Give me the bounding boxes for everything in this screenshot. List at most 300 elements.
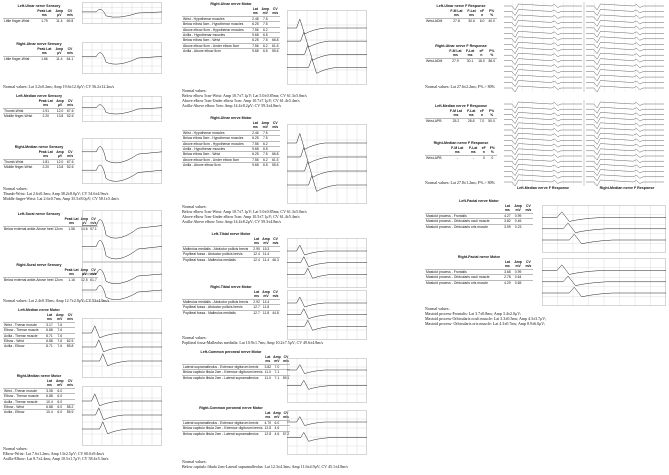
table-cell: 6.25 [252, 22, 259, 27]
row-label: Wrist - Hypothenar muscles [182, 16, 251, 21]
f-wave-trace [502, 2, 666, 92]
column-unit: ms [47, 383, 52, 388]
results-table [3, 150, 75, 170]
column-header: F% [489, 146, 495, 150]
results-table [182, 237, 280, 262]
column-unit: mV [57, 383, 63, 388]
section-title: Left-Tibial nerve Motor [211, 232, 251, 236]
column-unit: m/s [272, 294, 279, 299]
table-row [182, 375, 290, 380]
section-title: Right-Common peroneal nerve Motor [199, 406, 263, 410]
table-cell [524, 224, 533, 229]
table-cell: 9.68 [252, 163, 259, 168]
column-header: Amp [514, 204, 522, 208]
column-header: F% [489, 49, 495, 53]
column-header: Lat [46, 313, 53, 317]
column-unit: ms [252, 11, 258, 16]
results-table [3, 9, 75, 23]
table-cell: 6.5 [260, 163, 270, 168]
table-cell: 28.8 [465, 118, 478, 123]
column-unit: ms [43, 103, 49, 108]
row-label: Below external ankle-Above heel 12cm [4, 277, 63, 282]
table-cell: 2.78 [504, 275, 511, 280]
table-cell: 6.2 [260, 141, 270, 146]
results-table [425, 146, 497, 160]
table-cell: 7.6 [54, 328, 65, 333]
row-label: Elbow - Wrist [3, 405, 45, 410]
table-right-median-f [425, 141, 497, 160]
column-unit: mV [263, 294, 269, 299]
table-row [182, 43, 280, 48]
column-header: Peak Lat [64, 268, 79, 272]
column-header: Peak Lat [38, 99, 53, 103]
normal-values-line: Mastoid process-Orbicularis oculi muscle: Lat 3.3±0.5ms; Amp 4.3±3.7μV; [425, 316, 546, 321]
table-cell: 6.0 [54, 410, 65, 415]
column-unit: m/s [67, 51, 73, 56]
section-title: Right-Ulnar nerve Motor [210, 2, 252, 6]
row-label: Little finger-Wrist [3, 18, 35, 23]
normal-values-line: Elbow-Wrist: Lat 7.6±1.2ms; Amp 13±2.5μV; CV 60.6±9.4m/s [3, 451, 105, 456]
column-header: F-Lat [467, 9, 476, 13]
table-row [182, 420, 290, 425]
table-left-ulnar-sensory [3, 4, 75, 23]
table-cell: 3.82 [504, 219, 511, 224]
column-header: CV [91, 268, 96, 272]
section-title: Left-Ulnar nerve F Response [436, 4, 486, 8]
table-cell: 13.8 [55, 165, 66, 170]
waveform-right-median-sensory [82, 138, 162, 184]
table-row [425, 280, 533, 285]
row-label: Elbow - Thenar muscle [3, 394, 45, 399]
results-table [182, 121, 280, 168]
waveform-median-f [502, 100, 666, 186]
table-cell: 11.4 [262, 257, 270, 262]
table-row [182, 299, 280, 304]
row-label: Below external ankle-Above heel 12cm [4, 226, 63, 231]
row-label: Below capitulo fibula 2cm - Extensor digitorum brevis [183, 426, 263, 431]
waveform-right-peroneal-motor [287, 410, 367, 455]
normal-values-line: Axilla-Above elbow 5cm: Amp 14.4±8.2μV; CV 59.3±4.8m/s [182, 103, 282, 108]
results-table [3, 99, 75, 119]
section-title: Right-Sural nerve Sensory [16, 263, 62, 267]
section-title: Left-Ulnar nerve Sensory [17, 4, 61, 8]
normal-values-right-ulnar-f [425, 84, 500, 89]
normal-values-line: Normal values: [182, 204, 207, 209]
column-header: CV [526, 204, 531, 208]
column-unit: mV [274, 415, 280, 420]
column-unit: m/s [67, 13, 73, 18]
column-unit: mV [515, 264, 521, 269]
normal-values-line: Above elbow 5cm-Under elbow 5cm: Amp 10.5±7.1μV; CV 61.4±5.4m/s [182, 214, 300, 219]
column-header: CV [67, 150, 73, 154]
table-cell: 11.8 [262, 310, 270, 315]
table-cell: 44.8 [272, 310, 279, 315]
normal-values-line: Middle finger-Wrist: Lat 2.6±0.7ms; Amp 35.5±8.0μV; CV 58.1±5.4m/s [3, 196, 119, 201]
column-header: CV [91, 217, 96, 221]
row-label: Mastoid process - Orbicularis oculi muscle [425, 275, 502, 280]
column-unit: m/s [272, 125, 279, 130]
normal-values-line: Normal values: [3, 186, 28, 191]
row-label: Below capitulo fibula 2cm - Extensor digitorum brevis [183, 370, 263, 375]
table-cell: 2.92 [253, 299, 260, 304]
waveform-left-median-sensory [82, 96, 162, 122]
column-header: Lat [254, 290, 260, 294]
table-cell: 9.68 [252, 33, 259, 38]
results-table [425, 109, 497, 123]
table-cell: 7.5 [260, 38, 270, 43]
table-cell: 52.6 [66, 114, 74, 119]
column-unit: ms [254, 241, 260, 246]
table-cell: 3.99 [504, 224, 511, 229]
motor-trace [82, 318, 162, 378]
normal-values-line: Normal values: [182, 335, 207, 340]
normal-values-right-median-sensory [3, 186, 168, 201]
table-cell: 12.5 [81, 277, 88, 282]
table-cell: 3.68 [504, 269, 511, 274]
normal-values-line: Axilla-Elbow: Lat 8.7±2.4ms; Amp 10.5±1.7μV; CV 58.4±5.3m/s [3, 456, 109, 461]
motor-trace [542, 258, 666, 306]
column-header: Amp [262, 290, 270, 294]
waveform-right-tibial-motor [287, 290, 367, 340]
row-label: Axilla - Elbow [3, 344, 45, 349]
row-label: Wrist - Thenar muscle [3, 322, 45, 327]
column-header: Amp [273, 411, 281, 415]
normal-values-line: Mastoid process-Frontalis: Lat 3.7±0.8ms; Amp 3.4±2.0μV; [425, 311, 521, 316]
label-right-median-f: Right-Median nerve F Response [599, 186, 655, 190]
results-table [182, 411, 290, 436]
table-row [182, 364, 290, 369]
table-cell: 1.56 [64, 226, 80, 231]
normal-values-line: Below capitulo fibula 2cm-Lateral supramalleolus: Lat 12.3±4.3ms; Amp 11.6±4.9μV; CV 45.1±4.8m/s [182, 464, 348, 469]
row-label: Thumb-Wrist [3, 108, 37, 113]
table-right-ulnar-f [425, 44, 497, 63]
normal-values-right-facial-motor [425, 306, 665, 326]
normal-values-right-ulnar-sensory [3, 84, 168, 89]
column-header: Amp [262, 237, 270, 241]
waveform-left-ulnar-motor [287, 124, 367, 204]
table-cell: 0.46 [512, 219, 523, 224]
row-label: Wrist-APB [425, 118, 447, 123]
table-cell: 30.6 [465, 18, 478, 23]
table-cell: 0.65 [512, 280, 523, 285]
column-unit: ms [252, 125, 258, 130]
section-title: Left-Median nerve Sensory [16, 94, 62, 98]
column-unit: m/s [272, 241, 279, 246]
normal-values-right-sural-sensory [3, 298, 168, 303]
column-unit: ms [469, 13, 474, 18]
table-cell: 4.6 [272, 431, 282, 436]
normal-values-line: Below elbow 5cm-Wrist: Amp 10.7±7.1μV; Lat 5.0±0.85ms; CV 61.3±5.0m/s [182, 93, 307, 98]
column-unit: mV [262, 125, 268, 130]
column-header: F-Lat [465, 49, 475, 53]
table-cell: 15.3 [262, 246, 270, 251]
normal-values-line: Normal values: Lat 27.6±2.2ms; F% > 80% [425, 84, 495, 89]
column-unit: ms [254, 294, 260, 299]
table-row [182, 305, 280, 310]
column-header: F% [489, 109, 495, 113]
column-header: Amp [56, 99, 64, 103]
table-row [182, 257, 280, 262]
row-label: Below capitulo fibula 2cm - Lateral supramalleolus [182, 431, 264, 436]
column-header: Peak Lat [64, 217, 79, 221]
row-label: Popliteal fossa - Malleolus medialis [182, 257, 252, 262]
table-cell: 7.1 [272, 370, 282, 375]
table-cell: 1.79 [35, 18, 54, 23]
results-table [425, 260, 533, 285]
table-cell: 55.6 [271, 49, 279, 54]
column-header: CV [273, 237, 278, 241]
results-table [425, 9, 497, 23]
table-cell: 69.8 [66, 18, 74, 23]
column-unit: μV [57, 51, 62, 56]
table-cell: 0.64 [512, 275, 523, 280]
results-table [3, 47, 75, 61]
table-row [425, 219, 533, 224]
row-label: Middle finger-Wrist [3, 114, 37, 119]
column-header: F-M Lat [451, 146, 464, 150]
section-title: Right-Ulnar nerve Motor [210, 116, 252, 120]
table-cell: 1.66 [35, 56, 54, 61]
column-unit: ms [453, 113, 459, 118]
row-label: Popliteal fossa - Abductor pollicis brevis [182, 252, 252, 257]
column-header: F-M Lat [449, 109, 462, 113]
table-cell: 8.71 [46, 344, 53, 349]
row-label: Mastoid process - Orbicularis oris muscle [425, 224, 502, 229]
waveform-left-facial-motor [542, 205, 666, 253]
row-label: Mastoid process - Orbicularis oculi muscle [425, 219, 502, 224]
table-row [425, 224, 533, 229]
normal-values-right-tibial-motor [182, 335, 422, 345]
table-cell: - [466, 155, 479, 160]
column-header: Amp [56, 379, 64, 383]
normal-values-line: Normal values: [425, 306, 450, 311]
results-table [182, 7, 280, 54]
waveform-right-sural-sensory [82, 262, 162, 302]
results-table [3, 313, 75, 349]
table-cell: 2.48 [252, 16, 259, 21]
column-header: Amp [56, 150, 64, 154]
table-cell: 7.5 [260, 16, 270, 21]
motor-trace [287, 290, 367, 340]
column-unit: mV [263, 241, 269, 246]
row-label: Malleolus medialis - Abductor pollicis brevis [182, 299, 252, 304]
column-unit: ms [454, 13, 459, 18]
table-row [182, 246, 280, 251]
waveform-ulnar-f [502, 2, 666, 92]
table-cell: 7.5 [260, 130, 270, 135]
table-row [3, 165, 75, 170]
normal-values-line: Popliteal fossa-Malleolus medialis: Lat 10.9±1.7ms; Amp 10.2±7.5μV; CV 49.6±4.8m/s [182, 340, 324, 345]
row-label: Axilla - Elbow [3, 410, 45, 415]
table-cell: 61.5 [271, 43, 279, 48]
table-cell: 9.68 [252, 49, 259, 54]
table-cell: 14.6 [81, 226, 88, 231]
table-cell: 6.0 [54, 405, 65, 410]
table-cell: 3.82 [264, 364, 272, 369]
table-cell: 6.5 [260, 33, 270, 38]
table-cell: 0.99 [512, 213, 523, 218]
column-unit: m/s [283, 359, 289, 364]
column-unit: ms [454, 150, 460, 155]
column-unit: μV [57, 154, 63, 159]
section-title: Left-Median nerve F Response [434, 104, 488, 108]
table-row [182, 136, 280, 141]
column-unit: m/s [525, 264, 532, 269]
table-cell: 4.70 [264, 420, 272, 425]
column-unit: ms [47, 317, 52, 322]
motor-trace [287, 10, 367, 85]
row-label: Lateral supramalleolus - Extensor digitorum brevis [182, 420, 264, 425]
table-row [182, 157, 280, 162]
column-unit: ms [504, 264, 510, 269]
table-cell: 6.0 [54, 399, 65, 404]
table-left-ulnar-f [425, 4, 497, 23]
column-unit: m/s [525, 208, 532, 213]
section-title: Right-Ulnar nerve F Response [435, 44, 487, 48]
table-cell: 62.5 [66, 339, 74, 344]
row-label: Below elbow 5cm - Wrist [182, 38, 251, 43]
column-header: Amp [273, 355, 281, 359]
normal-values-line: Axilla-Above elbow 5cm: Amp 14.4±8.2μV; CV 59.3±4.8m/s [182, 219, 282, 224]
row-label: Wrist-ADM [425, 58, 447, 63]
column-unit: % [490, 13, 494, 18]
row-label: Lateral supramalleolus - Extensor digitorum brevis [182, 364, 264, 369]
column-unit: ms [470, 150, 476, 155]
column-header: CV [283, 355, 289, 359]
column-unit: mV [515, 208, 521, 213]
table-cell: 18.0 [478, 58, 485, 63]
column-unit: mV [274, 359, 280, 364]
table-cell: 10.4 [46, 410, 53, 415]
table-cell: 0.23 [512, 224, 523, 229]
table-right-facial-motor [425, 255, 533, 285]
table-right-peroneal-motor [182, 406, 290, 436]
table-cell: 7.56 [252, 43, 259, 48]
column-unit: ms [41, 13, 47, 18]
table-cell: 7.0 [479, 118, 485, 123]
table-cell: 6.0 [479, 18, 485, 23]
waveform-left-tibial-motor [287, 238, 367, 288]
table-cell: 11.8 [262, 305, 270, 310]
table-cell: 6.2 [260, 43, 270, 48]
table-cell: 6.5 [260, 49, 270, 54]
table-cell: 6.25 [252, 152, 259, 157]
table-cell: 12.0 [55, 159, 66, 164]
label-left-median-f: Left-Median nerve F Response [516, 186, 570, 190]
table-row [182, 22, 280, 27]
table-cell: 6.2 [260, 157, 270, 162]
table-cell: 6.0 [54, 388, 65, 393]
table-cell: 61.5 [271, 157, 279, 162]
column-unit: ms [453, 53, 458, 58]
table-cell: 6.88 [46, 339, 53, 344]
column-unit: mV [57, 317, 63, 322]
table-row [3, 114, 75, 119]
table-cell: 7.0 [272, 364, 282, 369]
table-cell: 3.17 [46, 322, 53, 327]
table-cell: 6.88 [46, 405, 53, 410]
row-label: Below elbow 5cm - Hypothenar muscles [182, 22, 251, 27]
waveform-right-ulnar-motor [287, 10, 367, 85]
column-header: CV [526, 260, 531, 264]
section-title: Right-Facial nerve Motor [457, 255, 501, 259]
table-cell: 66.8 [271, 38, 279, 43]
table-row [425, 58, 497, 63]
table-cell: 40.0 [486, 18, 497, 23]
table-cell: 1.91 [37, 108, 55, 113]
row-label: Above elbow 5cm - Under elbow 5cm [182, 43, 251, 48]
row-label: Above elbow 5cm - Under elbow 5cm [182, 157, 251, 162]
column-header: F-M Lat [450, 9, 463, 13]
column-header: Lat [504, 260, 510, 264]
row-label: Below capitulo fibula 2cm - Lateral supramalleolus [182, 375, 264, 380]
row-label: Axilla - Hypothenar muscles [182, 33, 251, 38]
row-label: Axilla - Thenar muscle [3, 333, 45, 338]
column-unit: ms [265, 359, 271, 364]
table-cell: 57.1 [90, 226, 97, 231]
sensory-trace [82, 138, 162, 184]
column-unit: m/s [67, 383, 74, 388]
normal-values-right-peroneal-motor [182, 459, 422, 469]
table-row [3, 344, 75, 349]
column-header: CV [67, 313, 73, 317]
column-header: eF [480, 9, 485, 13]
table-cell: 55.8 [66, 344, 74, 349]
table-row [182, 27, 280, 32]
table-cell: 67.6 [66, 159, 74, 164]
normal-values-right-median-motor [3, 446, 168, 461]
column-unit: ms [265, 415, 271, 420]
table-right-sural-sensory [3, 263, 97, 282]
column-header: Amp [55, 47, 64, 51]
column-header: Amp [514, 260, 522, 264]
column-header: F-M Lat [449, 49, 462, 53]
normal-values-line: Normal values: Lat 27.8±1.2ms; F% > 80% [425, 180, 495, 185]
waveform-left-ulnar-sensory [82, 2, 162, 24]
column-header: Lat [265, 355, 271, 359]
row-label: Little finger-Wrist [3, 56, 35, 61]
normal-values-right-median-f [425, 180, 503, 185]
column-unit: ms [43, 154, 49, 159]
row-label: Popliteal fossa - Abductor pollicis brevis [182, 305, 252, 310]
table-cell: 27.8 [448, 18, 465, 23]
table-cell: 7.56 [252, 141, 259, 146]
section-title: Right-Ulnar nerve Sensory [16, 42, 62, 46]
column-unit: n [482, 150, 485, 155]
column-header: Amp [80, 268, 89, 272]
table-cell: 11.4 [54, 18, 65, 23]
table-cell: 2.46 [252, 130, 259, 135]
table-cell: 58.2 [66, 405, 74, 410]
table-cell: 9.68 [252, 147, 259, 152]
section-title: Left-Median nerve Motor [18, 308, 60, 312]
column-header: CV [67, 9, 73, 13]
column-header: Peak Lat [37, 47, 52, 51]
column-unit: ms [41, 51, 47, 56]
column-header: Amp [261, 7, 270, 11]
table-cell: 11.0 [264, 370, 272, 375]
table-cell: - [448, 155, 466, 160]
table-right-tibial-motor [182, 285, 280, 315]
motor-trace [287, 410, 367, 455]
table-row [3, 18, 75, 23]
sensory-trace [82, 2, 162, 24]
section-title: Right-Tibial nerve Motor [210, 285, 252, 289]
table-row [425, 118, 497, 123]
results-table [3, 379, 75, 415]
table-cell: 6.5 [260, 147, 270, 152]
column-unit: μV [82, 272, 87, 277]
